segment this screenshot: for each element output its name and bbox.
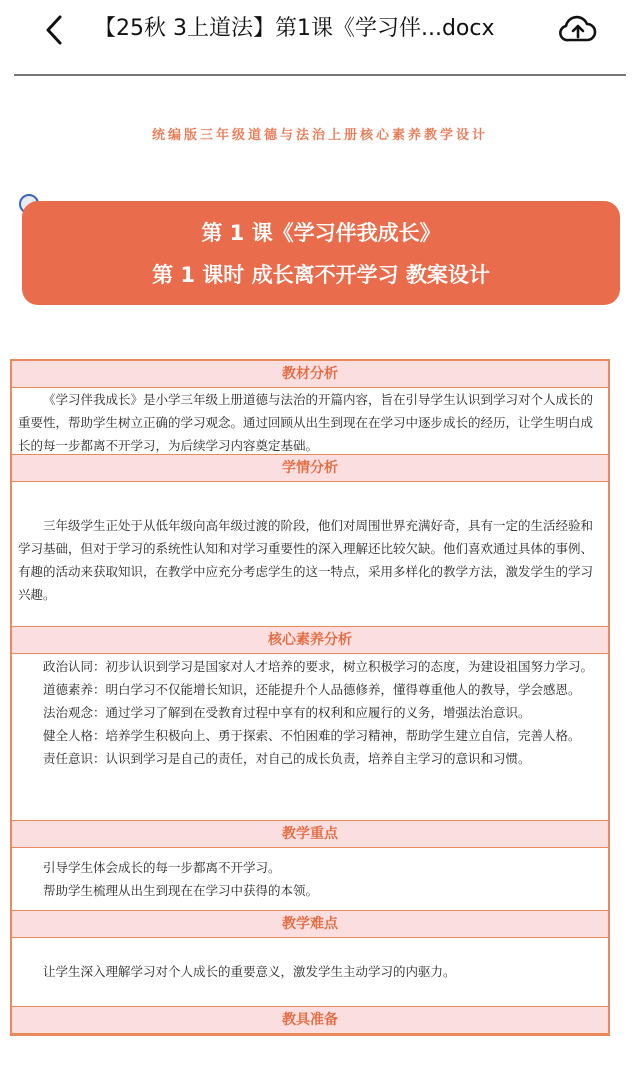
document-header: 统编版三年级道德与法治上册核心素养教学设计 (151, 128, 488, 143)
divider (14, 74, 626, 76)
section-heading: 教学重点 (12, 820, 608, 848)
section-body (12, 388, 608, 454)
lesson-plan-table (10, 359, 610, 1036)
chevron-left-icon (38, 12, 74, 48)
section-heading: 教学难点 (12, 910, 608, 938)
document-title: 【25秋 3上道法】第1课《学习伴...docx (94, 16, 495, 41)
cloud-upload-button[interactable] (558, 12, 598, 48)
section-heading: 教具准备 (12, 1006, 608, 1034)
paragraph: 健全人格：培养学生积极向上、勇于探索、不怕困难的学习精神，帮助学生建立自信，完善人格。 (43, 728, 581, 743)
paragraph: 《学习伴我成长》是小学三年级上册道德与法治的开篇内容，旨在引导学生认识到学习对个人成长的重要性，帮助学生树立正确的学习观念。通过回顾从出生到现在在学习中逐步成长的经历，让学生明白成长的每一步都离不开学习，为后续学习内容奠定基础。 (18, 392, 594, 453)
back-button[interactable] (38, 12, 74, 48)
section-heading: 教材分析 (12, 361, 608, 388)
paragraph: 引导学生体会成长的每一步都离不开学习。 (43, 860, 281, 875)
lesson-subtitle: 第 1 课时 成长离不开学习 教案设计 (152, 263, 490, 287)
paragraph: 法治观念：通过学习了解到在受教育过程中享有的权利和应履行的义务，增强法治意识。 (43, 705, 531, 720)
section-body (12, 654, 608, 820)
paragraph: 让学生深入理解学习对个人成长的重要意义，激发学生主动学习的内驱力。 (43, 964, 456, 979)
cloud-upload-icon (558, 12, 598, 48)
lesson-title: 第 1 课《学习伴我成长》 (201, 221, 441, 245)
paragraph: 帮助学生梳理从出生到现在在学习中获得的本领。 (43, 883, 319, 898)
section-heading: 学情分析 (12, 454, 608, 482)
top-bar (0, 0, 640, 62)
paragraph: 政治认同：初步认识到学习是国家对人才培养的要求，树立积极学习的态度，为建设祖国努力学习。 (43, 659, 594, 674)
section-heading: 核心素养分析 (12, 626, 608, 654)
paragraph: 道德素养：明白学习不仅能增长知识，还能提升个人品德修养，懂得尊重他人的教导，学会感恩。 (43, 682, 581, 697)
section-body (12, 848, 608, 910)
section-body (12, 938, 608, 1006)
paragraph: 责任意识：认识到学习是自己的责任，对自己的成长负责，培养自主学习的意识和习惯。 (43, 751, 531, 766)
title-banner (22, 201, 620, 305)
section-body (12, 482, 608, 626)
paragraph: 三年级学生正处于从低年级向高年级过渡的阶段，他们对周围世界充满好奇，具有一定的生活经验和学习基础，但对于学习的系统性认知和对学习重要性的深入理解还比较欠缺。他们喜欢通过具体的事例、有趣的活动来获取知识，在教学中应充分考虑学生的这一特点，采用多样化的教学方法，激发学生的学习兴趣。 (18, 518, 594, 602)
